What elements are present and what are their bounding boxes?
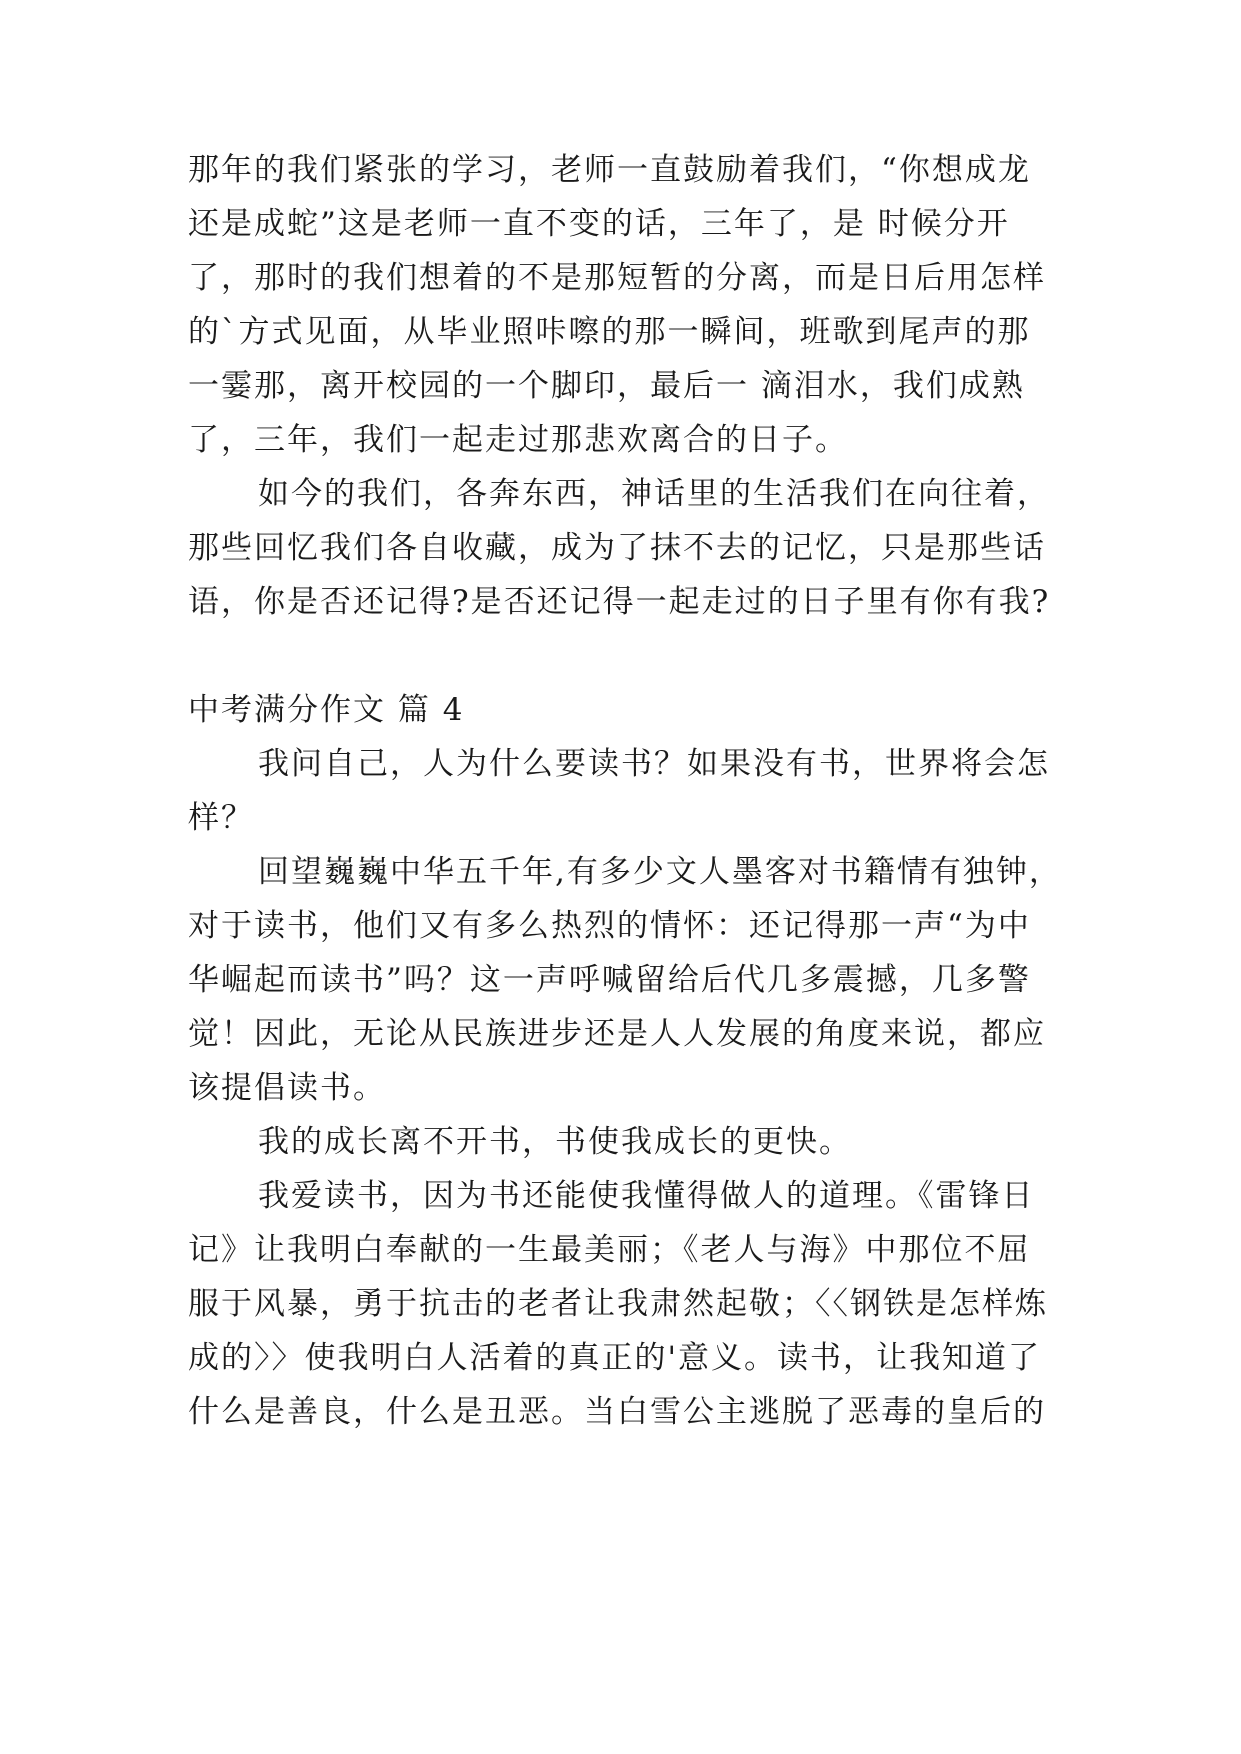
text-line: 对于读书，他们又有多么热烈的情怀：还记得那一声“为中 bbox=[188, 908, 1031, 944]
text-line: 成的〉〉使我明白人活着的真正的'意义。读书，让我知道了 bbox=[188, 1340, 1042, 1376]
paragraph-first-line: 我的成长离不开书，书使我成长的更快。 bbox=[258, 1124, 852, 1160]
text-line: 样？ bbox=[188, 800, 254, 836]
section-heading: 中考满分作文 篇 4 bbox=[188, 692, 465, 728]
text-line: 什么是善良，什么是丑恶。当白雪公主逃脱了恶毒的皇后的 bbox=[188, 1394, 1046, 1430]
text-line: 还是成蛇”这是老师一直不变的话，三年了，是 时候分开 bbox=[188, 206, 1010, 242]
text-line: 的`方式见面，从毕业照咔嚓的那一瞬间，班歌到尾声的那 bbox=[188, 314, 1031, 350]
text-line: 那些回忆我们各自收藏，成为了抹不去的记忆，只是那些话 bbox=[188, 530, 1046, 566]
paragraph-first-line: 如今的我们，各奔东西，神话里的生活我们在向往着， bbox=[258, 476, 1050, 512]
text-line: 一霎那，离开校园的一个脚印，最后一 滴泪水，我们成熟 bbox=[188, 368, 1025, 404]
text-line: 觉！因此，无论从民族进步还是人人发展的角度来说，都应 bbox=[188, 1016, 1046, 1052]
text-line: 记》让我明白奉献的一生最美丽；《老人与海》中那位不屈 bbox=[188, 1232, 1031, 1268]
text-line: 华崛起而读书”吗？这一声呼喊留给后代几多震撼，几多警 bbox=[188, 962, 1031, 998]
paragraph-first-line: 回望巍巍中华五千年,有多少文人墨客对书籍情有独钟， bbox=[258, 854, 1062, 890]
text-line: 了，三年，我们一起走过那悲欢离合的日子。 bbox=[188, 422, 848, 458]
text-line: 服于风暴，勇于抗击的老者让我肃然起敬；〈〈钢铁是怎样炼 bbox=[188, 1286, 1048, 1322]
paragraph-first-line: 我问自己，人为什么要读书？如果没有书，世界将会怎 bbox=[258, 746, 1050, 782]
text-line: 语，你是否还记得?是否还记得一起走过的日子里有你有我? bbox=[188, 584, 1051, 620]
paragraph-first-line: 我爱读书，因为书还能使我懂得做人的道理。《雷锋日 bbox=[258, 1178, 1035, 1214]
text-line: 该提倡读书。 bbox=[188, 1070, 386, 1106]
text-line: 了，那时的我们想着的不是那短暂的分离，而是日后用怎样 bbox=[188, 260, 1046, 296]
text-line: 那年的我们紧张的学习，老师一直鼓励着我们，“你想成龙 bbox=[188, 152, 1031, 188]
